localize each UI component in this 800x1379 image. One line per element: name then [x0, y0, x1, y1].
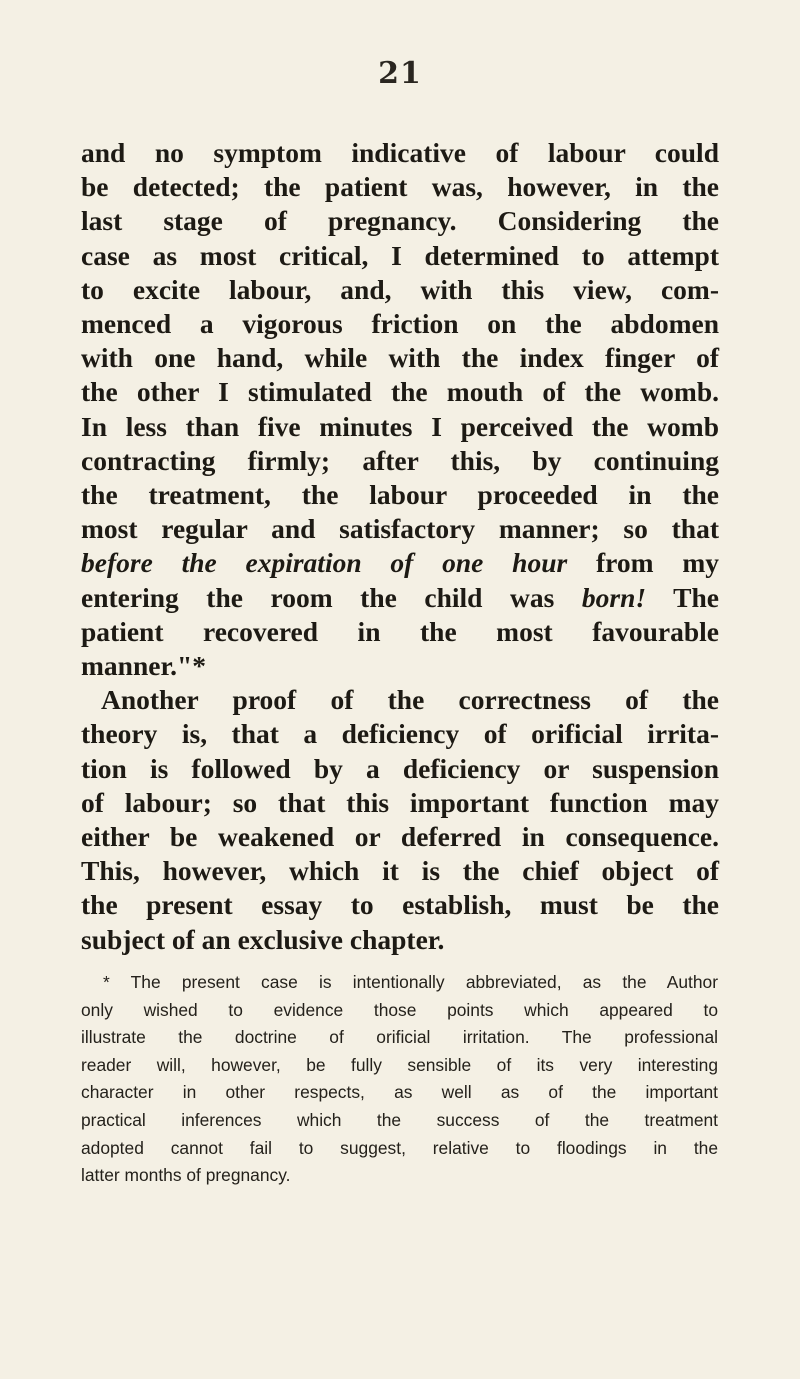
text-line: with one hand, while with the index finger of: [81, 342, 719, 374]
text-line: most regular and satisfactory manner; so that: [81, 513, 719, 545]
text-line: [81, 546, 719, 580]
text-line: patient recovered in the most favourable: [81, 615, 719, 647]
text-span: entering the room the child was: [81, 581, 582, 613]
page-number: 21: [378, 56, 422, 91]
text-line: [81, 581, 719, 615]
text-span: The: [646, 581, 719, 613]
text-line: and no symptom indicative of labour could: [81, 137, 719, 168]
footnote-line: illustrate the doctrine of orificial irritation. The professional: [81, 1027, 718, 1048]
paragraph-continued: [81, 136, 719, 683]
text-line: be detected; the patient was, however, in the: [81, 171, 719, 203]
text-line: the treatment, the labour proceeded in the: [81, 479, 719, 511]
text-span: from my: [567, 547, 719, 579]
text-line: contracting firmly; after this, by continuing: [81, 444, 719, 476]
text-line: tion is followed by a deficiency or suspension: [81, 752, 719, 784]
text-line: Another proof of the correctness of the: [101, 684, 719, 716]
text-line: This, however, which it is the chief object of: [81, 855, 719, 887]
text-line: case as most critical, I determined to attempt: [81, 239, 719, 271]
text-line: either be weakened or deferred in consequence.: [81, 821, 719, 853]
footnote-line: latter months of pregnancy.: [81, 1165, 291, 1186]
text-line: subject of an exclusive chapter.: [81, 923, 445, 955]
text-line: last stage of pregnancy. Considering the: [81, 205, 719, 237]
text-line: to excite labour, and, with this view, com-: [81, 273, 719, 305]
footnote-line: adopted cannot fail to suggest, relative to floodings in the: [81, 1137, 718, 1158]
footnote-line: only wished to evidence those points which appeared to: [81, 999, 718, 1020]
footnote: [81, 969, 718, 1190]
body-text: [81, 136, 719, 957]
text-line: theory is, that a deficiency of orificial irrita-: [81, 718, 719, 750]
footnote-line: practical inferences which the success of the treatment: [81, 1109, 718, 1130]
footnote-line: reader will, however, be fully sensible of its very interesting: [81, 1054, 718, 1075]
italic-phrase: born!: [581, 581, 647, 613]
footnote-line: * The present case is intentionally abbreviated, as the Author: [103, 972, 718, 992]
text-line: menced a vigorous friction on the abdomen: [81, 308, 719, 340]
text-line: In less than five minutes I perceived the womb: [81, 410, 719, 442]
italic-phrase: before the expiration of one hour: [81, 547, 568, 579]
text-line: the present essay to establish, must be the: [81, 889, 719, 921]
footnote-line: character in other respects, as well as of the important: [81, 1082, 718, 1103]
text-line: of labour; so that this important function may: [81, 786, 719, 818]
paragraph: [81, 683, 719, 957]
text-line: manner."*: [81, 650, 207, 682]
text-line: the other I stimulated the mouth of the womb.: [81, 376, 719, 408]
